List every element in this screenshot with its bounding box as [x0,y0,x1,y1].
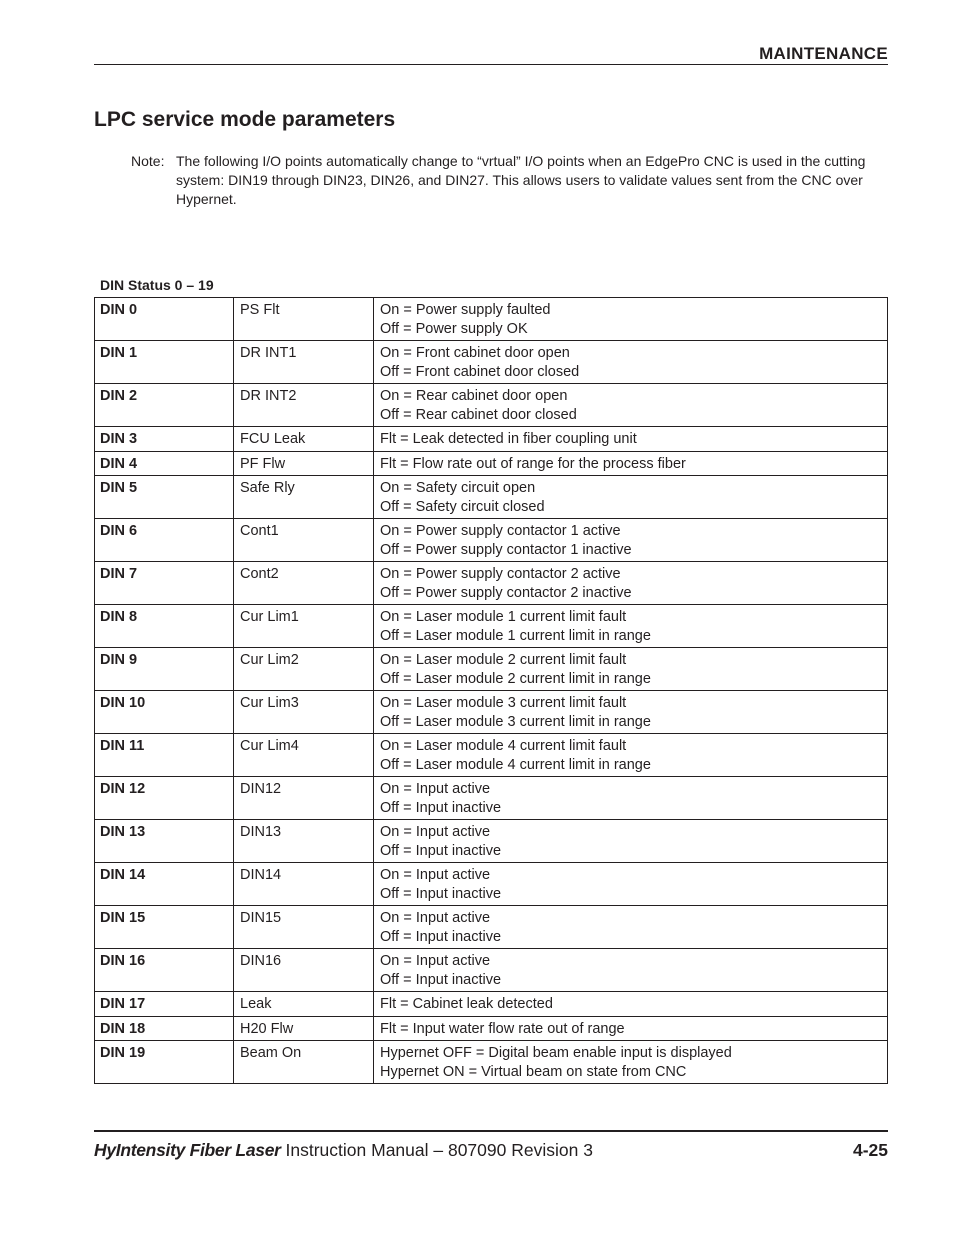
table-row [95,384,888,427]
din-id-cell: DIN 0 [95,298,234,341]
din-description-cell [374,476,888,519]
din-description-cell [374,734,888,777]
din-description-cell [374,820,888,863]
din-id-cell: DIN 2 [95,384,234,427]
description-line: On = Input active [380,953,491,969]
din-name-cell: Cur Lim3 [234,691,374,734]
description-line: Hypernet OFF = Digital beam enable input is displayed [380,1045,732,1061]
description-line: Off = Input inactive [380,885,502,902]
note [131,152,876,209]
table-row [95,1041,888,1084]
din-name-cell: Cont1 [234,519,374,562]
din-id-cell: DIN 9 [95,648,234,691]
table-row [95,691,888,734]
page-title: LPC service mode parameters [94,108,396,131]
din-name-cell: Safe Rly [234,476,374,519]
din-name-cell: Beam On [234,1041,374,1084]
din-name-cell: DIN12 [234,777,374,820]
din-description-cell [374,691,888,734]
din-description-cell [374,648,888,691]
table-row [95,906,888,949]
din-description-cell [374,949,888,992]
table-row [95,1016,888,1041]
description-line: On = Laser module 4 current limit fault [380,738,627,754]
description-line: Flt = Cabinet leak detected [380,996,553,1012]
din-table-body [95,298,888,1084]
din-description-cell [374,562,888,605]
footer-manual: Instruction Manual – 807090 Revision 3 [285,1140,593,1160]
description-line: Flt = Leak detected in fiber coupling unit [380,431,637,447]
description-line: On = Input active [380,824,491,840]
table-row [95,648,888,691]
note-label: Note: [131,153,165,169]
din-id-cell: DIN 15 [95,906,234,949]
description-line: On = Input active [380,910,491,926]
din-status-table [94,297,888,1084]
table-row [95,992,888,1017]
din-description-cell [374,298,888,341]
description-line: On = Input active [380,867,491,883]
din-name-cell: Cur Lim2 [234,648,374,691]
description-line: Off = Input inactive [380,842,502,859]
din-id-cell: DIN 19 [95,1041,234,1084]
din-description-cell [374,992,888,1017]
din-id-cell: DIN 17 [95,992,234,1017]
table-caption: DIN Status 0 – 19 [100,277,214,293]
description-line: Off = Power supply contactor 1 inactive [380,541,632,558]
din-description-cell [374,427,888,452]
din-description-cell [374,777,888,820]
din-id-cell: DIN 3 [95,427,234,452]
din-name-cell: DR INT1 [234,341,374,384]
description-line: On = Front cabinet door open [380,345,570,361]
din-name-cell: DIN15 [234,906,374,949]
table-row [95,476,888,519]
description-line: Off = Power supply OK [380,320,528,337]
din-description-cell [374,384,888,427]
table-row [95,949,888,992]
din-id-cell: DIN 7 [95,562,234,605]
description-line: Off = Input inactive [380,971,502,988]
description-line: Off = Laser module 3 current limit in range [380,713,651,730]
din-id-cell: DIN 4 [95,451,234,476]
description-line: On = Laser module 2 current limit fault [380,652,627,668]
din-description-cell [374,1041,888,1084]
din-id-cell: DIN 8 [95,605,234,648]
table-row [95,562,888,605]
table-row [95,427,888,452]
page-number: 4-25 [852,1140,888,1160]
din-id-cell: DIN 16 [95,949,234,992]
din-name-cell: Cur Lim4 [234,734,374,777]
table-row [95,341,888,384]
description-line: Flt = Input water flow rate out of range [380,1020,625,1037]
din-description-cell [374,519,888,562]
din-id-cell: DIN 5 [95,476,234,519]
din-name-cell: DIN16 [234,949,374,992]
din-description-cell [374,605,888,648]
table-row [95,863,888,906]
description-line: On = Power supply contactor 2 active [380,566,621,582]
din-name-cell: DIN14 [234,863,374,906]
description-line: Off = Front cabinet door closed [380,363,580,380]
description-line: Off = Laser module 2 current limit in range [380,670,651,687]
description-line: On = Power supply contactor 1 active [380,523,621,539]
din-name-cell: DR INT2 [234,384,374,427]
description-line: Off = Power supply contactor 2 inactive [380,584,632,601]
description-line: Off = Input inactive [380,799,502,816]
description-line: Off = Safety circuit closed [380,498,545,515]
description-line: Off = Input inactive [380,928,502,945]
din-name-cell: Leak [234,992,374,1017]
din-description-cell [374,451,888,476]
din-name-cell: PF Flw [234,451,374,476]
din-id-cell: DIN 11 [95,734,234,777]
din-description-cell [374,1016,888,1041]
note-text: The following I/O points automatically change to “vrtual” I/O points when an EdgePro CNC is used in the cutting system: DIN19 through DIN23, DIN26, and DIN27. This allows users to validate values sent from the CNC over Hypernet. [176,153,866,207]
din-id-cell: DIN 1 [95,341,234,384]
din-description-cell [374,906,888,949]
page-header [94,40,888,65]
din-name-cell: PS Flt [234,298,374,341]
description-line: Hypernet ON = Virtual beam on state from CNC [380,1063,687,1080]
din-id-cell: DIN 14 [95,863,234,906]
description-line: Off = Rear cabinet door closed [380,406,577,423]
din-name-cell: DIN13 [234,820,374,863]
din-id-cell: DIN 18 [95,1016,234,1041]
table-row [95,605,888,648]
din-id-cell: DIN 6 [95,519,234,562]
description-line: On = Power supply faulted [380,302,551,318]
din-description-cell [374,341,888,384]
page-footer [94,1130,888,1160]
description-line: Off = Laser module 4 current limit in range [380,756,651,773]
table-row [95,451,888,476]
description-line: On = Laser module 3 current limit fault [380,695,627,711]
din-name-cell: Cur Lim1 [234,605,374,648]
din-name-cell: FCU Leak [234,427,374,452]
description-line: Flt = Flow rate out of range for the process fiber [380,455,686,472]
din-description-cell [374,863,888,906]
description-line: On = Input active [380,781,491,797]
description-line: Off = Laser module 1 current limit in range [380,627,651,644]
table-row [95,820,888,863]
table-row [95,519,888,562]
footer-brand: HyIntensity Fiber Laser [94,1140,281,1160]
din-name-cell: H20 Flw [234,1016,374,1041]
description-line: On = Laser module 1 current limit fault [380,609,627,625]
din-id-cell: DIN 13 [95,820,234,863]
table-row [95,777,888,820]
description-line: On = Rear cabinet door open [380,388,568,404]
table-row [95,298,888,341]
description-line: On = Safety circuit open [380,480,536,496]
din-name-cell: Cont2 [234,562,374,605]
section-title: MAINTENANCE [759,44,888,63]
din-id-cell: DIN 12 [95,777,234,820]
footer-title [94,1140,593,1161]
din-id-cell: DIN 10 [95,691,234,734]
table-row [95,734,888,777]
